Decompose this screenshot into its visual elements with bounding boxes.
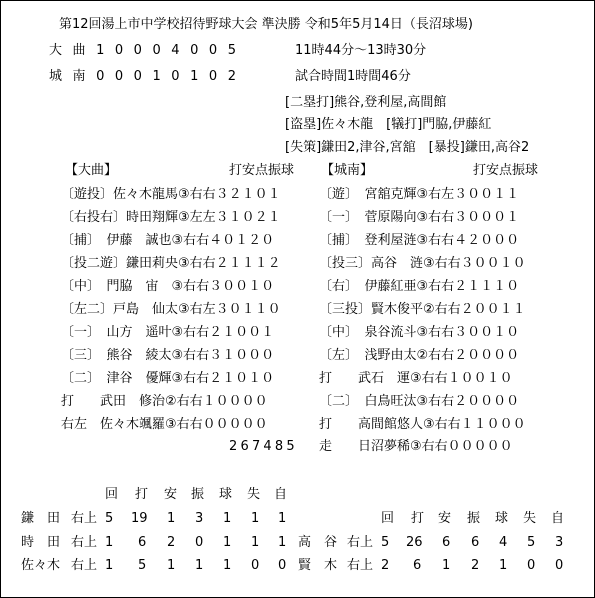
pitcher-stat: 1 bbox=[223, 535, 232, 550]
pitcher-stat: 1 bbox=[195, 558, 204, 573]
batter-row: 〔右〕 伊藤紅亜③右右２１１１０ bbox=[319, 279, 520, 294]
batter-row: 打 武石 運③右右１００１０ bbox=[319, 371, 513, 386]
stats-header-omagari: 打安点振球 bbox=[229, 163, 295, 178]
batter-row: 〔左〕 浅野由太②右右２００００ bbox=[319, 348, 520, 363]
pitcher-stat: 1 bbox=[251, 511, 260, 526]
pitcher-hand: 右上 bbox=[347, 558, 374, 573]
pitcher-stat: 1 bbox=[278, 535, 287, 550]
pitcher-stat: 2 bbox=[471, 558, 480, 573]
pitcher-name: 佐々木 bbox=[21, 558, 61, 573]
pitching-header-batters: 打 bbox=[135, 487, 149, 502]
pitcher-stat: 1 bbox=[105, 535, 114, 550]
note-doubles: [二塁打]熊谷,登利屋,高間館 bbox=[285, 95, 447, 110]
lineup-header-omagari: 【大曲】 bbox=[65, 163, 118, 178]
pitching-header-strikeouts: 振 bbox=[191, 487, 205, 502]
batter-row: 打 高間館悠人③右右１１０００ bbox=[319, 417, 526, 432]
score-line-omagari: 大 曲 1 0 0 0 4 0 0 5 bbox=[49, 43, 240, 58]
pitcher-stat: 1 bbox=[251, 535, 260, 550]
pitching-header-runs: 失 bbox=[247, 487, 261, 502]
batter-row: 〔遊〕 宮舘克輝③右左３００１１ bbox=[319, 187, 520, 202]
batter-row: 〔右投右〕時田翔輝③左左３１０２１ bbox=[61, 210, 281, 225]
pitcher-stat: 6 bbox=[413, 558, 422, 573]
batter-row: 〔中〕 門脇 宙 ③右右３００１０ bbox=[61, 279, 275, 294]
batter-row: 〔二〕 白鳥旺汰③右右２００００ bbox=[319, 394, 520, 409]
pitcher-stat: 0 bbox=[278, 558, 287, 573]
pitcher-hand: 右上 bbox=[71, 511, 98, 526]
score-line-jonan: 城 南 0 0 0 1 0 1 0 2 bbox=[49, 69, 240, 84]
pitcher-stat: 1 bbox=[167, 511, 176, 526]
batter-row: 〔遊投〕佐々木龍馬③右右３２１０１ bbox=[61, 187, 281, 202]
pitcher-stat: 4 bbox=[499, 535, 508, 550]
batter-row: 〔一〕 山方 遥叶③右右２１００１ bbox=[61, 325, 275, 340]
batter-row: 〔捕〕 登利屋涟③右右４２０００ bbox=[319, 233, 520, 248]
pitcher-stat: 26 bbox=[406, 535, 423, 550]
pitching-header-innings: 回 bbox=[105, 487, 119, 502]
game-time-range: 11時44分～13時30分 bbox=[295, 43, 427, 58]
batter-row: 走 日沼夢稀③右右０００００ bbox=[319, 439, 513, 454]
pitcher-stat: 19 bbox=[131, 511, 148, 526]
pitcher-name: 時 田 bbox=[21, 535, 61, 550]
pitching-header-hits: 安 bbox=[438, 511, 452, 526]
pitcher-stat: 1 bbox=[167, 558, 176, 573]
lineup-total-omagari: 267485 bbox=[229, 439, 298, 454]
batter-row: 〔投二遊〕鎌田莉央③右右２１１１２ bbox=[61, 256, 281, 271]
pitching-header-walks: 球 bbox=[495, 511, 509, 526]
batter-row: 〔一〕 菅原陽向③右右３０００１ bbox=[319, 210, 520, 225]
pitching-header-hits: 安 bbox=[164, 487, 178, 502]
pitching-header-earned-runs: 自 bbox=[274, 487, 288, 502]
note-steals-sacrifices: [盗塁]佐々木龍 [犠打]門脇,伊藤紅 bbox=[285, 117, 492, 132]
pitcher-stat: 1 bbox=[442, 558, 451, 573]
pitcher-stat: 3 bbox=[195, 511, 204, 526]
batter-row: 打 武田 修治②右右１００００ bbox=[61, 394, 268, 409]
stats-header-jonan: 打安点振球 bbox=[473, 163, 539, 178]
pitcher-stat: 5 bbox=[527, 535, 536, 550]
pitcher-name: 高 谷 bbox=[298, 535, 338, 550]
pitcher-hand: 右上 bbox=[71, 558, 98, 573]
batter-row: 〔左二〕戸島 仙太③右左３０１１０ bbox=[61, 302, 281, 317]
pitcher-hand: 右上 bbox=[71, 535, 98, 550]
pitcher-stat: 2 bbox=[167, 535, 176, 550]
lineup-header-jonan: 【城南】 bbox=[321, 163, 374, 178]
game-duration: 試合時間1時間46分 bbox=[295, 69, 411, 84]
note-errors-wildpitches: [失策]鎌田2,津谷,宮舘 [暴投]鎌田,高谷2 bbox=[285, 140, 530, 155]
pitcher-hand: 右上 bbox=[347, 535, 374, 550]
batter-row: 〔二〕 津谷 優輝③右右２１０１０ bbox=[61, 371, 275, 386]
batter-row: 〔三投〕賢木俊平②右右２００１１ bbox=[319, 302, 526, 317]
pitcher-name: 賢 木 bbox=[298, 558, 338, 573]
pitcher-stat: 6 bbox=[138, 535, 147, 550]
pitcher-stat: 1 bbox=[278, 511, 287, 526]
batter-row: 〔三〕 熊谷 綾太③右右３１０００ bbox=[61, 348, 275, 363]
pitcher-stat: 0 bbox=[195, 535, 204, 550]
pitcher-stat: 6 bbox=[442, 535, 451, 550]
pitcher-name: 鎌 田 bbox=[21, 511, 61, 526]
game-title: 第12回湯上市中学校招待野球大会 準決勝 令和5年5月14日（長沼球場) bbox=[59, 17, 473, 32]
pitcher-stat: 5 bbox=[381, 535, 390, 550]
pitching-header-earned-runs: 自 bbox=[551, 511, 565, 526]
pitcher-stat: 1 bbox=[499, 558, 508, 573]
batter-row: 〔中〕 泉谷流斗③右右３００１０ bbox=[319, 325, 520, 340]
pitcher-stat: 3 bbox=[555, 535, 564, 550]
pitching-header-runs: 失 bbox=[523, 511, 537, 526]
pitcher-stat: 0 bbox=[251, 558, 260, 573]
pitching-header-innings: 回 bbox=[381, 511, 395, 526]
pitcher-stat: 1 bbox=[105, 558, 114, 573]
pitcher-stat: 2 bbox=[381, 558, 390, 573]
pitcher-stat: 1 bbox=[223, 511, 232, 526]
batter-row: 〔捕〕 伊藤 誠也③右右４０１２０ bbox=[61, 233, 275, 248]
batter-row: 〔投三〕高谷 涟③右右３００１０ bbox=[319, 256, 526, 271]
pitching-header-walks: 球 bbox=[219, 487, 233, 502]
pitcher-stat: 0 bbox=[527, 558, 536, 573]
pitching-header-strikeouts: 振 bbox=[467, 511, 481, 526]
pitcher-stat: 1 bbox=[223, 558, 232, 573]
pitcher-stat: 5 bbox=[138, 558, 147, 573]
pitcher-stat: 5 bbox=[105, 511, 114, 526]
pitcher-stat: 0 bbox=[555, 558, 564, 573]
batter-row: 右左 佐々木颯羅③右右０００００ bbox=[61, 417, 268, 432]
pitching-header-batters: 打 bbox=[411, 511, 425, 526]
pitcher-stat: 6 bbox=[471, 535, 480, 550]
